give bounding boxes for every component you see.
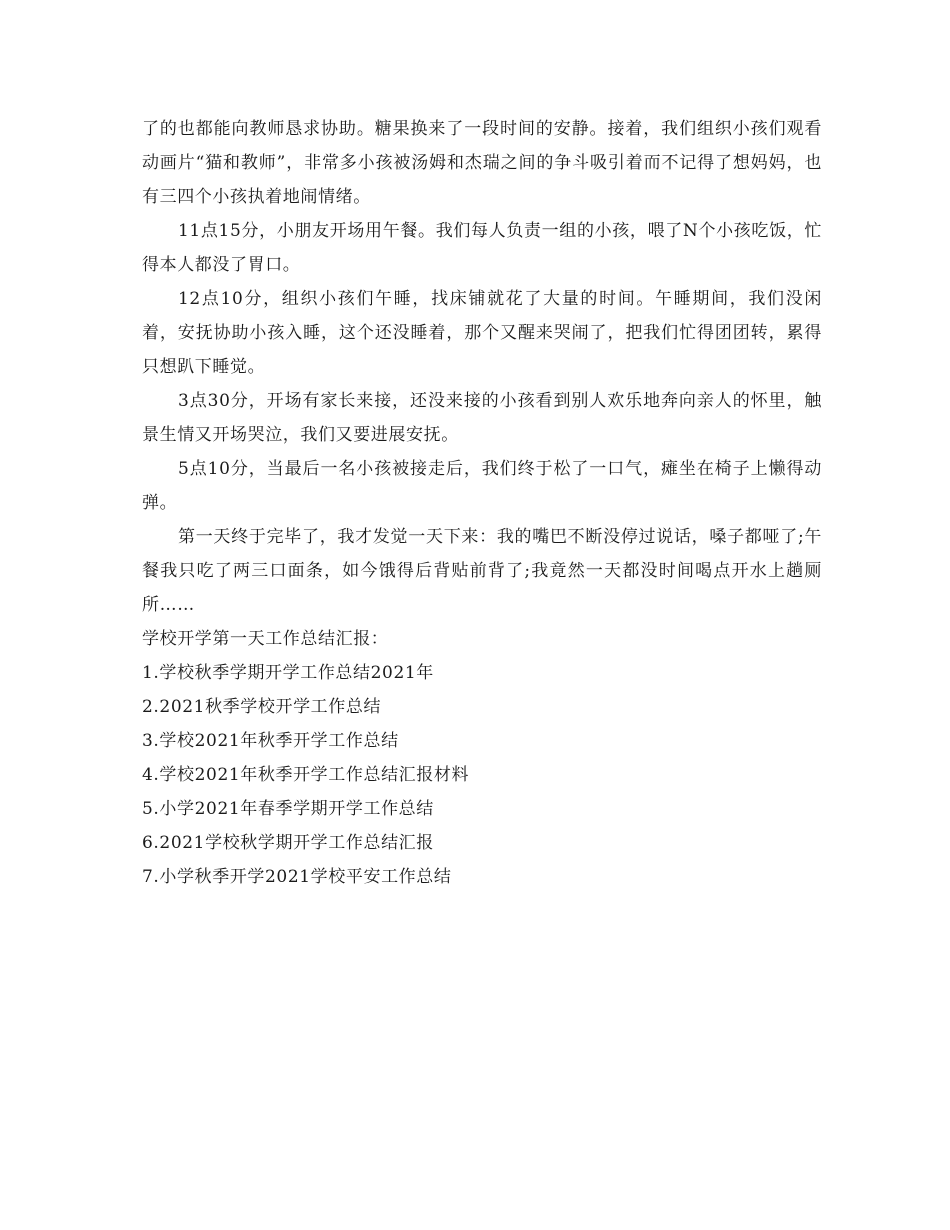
related-articles-list bbox=[142, 656, 822, 894]
paragraph-3: 12点10分，组织小孩们午睡，找床铺就花了大量的时间。午睡期间，我们没闲着，安抚协助小孩入睡，这个还没睡着，那个又醒来哭闹了，把我们忙得团团转，累得只想趴下睡觉。 bbox=[142, 289, 822, 377]
list-item: 7.小学秋季开学2021学校平安工作总结 bbox=[142, 867, 452, 887]
paragraph-5: 5点10分，当最后一名小孩被接走后，我们终于松了一口气，瘫坐在椅子上懒得动弹。 bbox=[142, 459, 822, 513]
paragraph-6: 第一天终于完毕了，我才发觉一天下来：我的嘴巴不断没停过说话，嗓子都哑了;午餐我只吃了两三口面条，如今饿得后背贴前背了;我竟然一天都没时间喝点开水上趟厕所…… bbox=[142, 527, 822, 615]
list-item: 2.2021秋季学校开学工作总结 bbox=[142, 697, 382, 717]
list-item: 3.学校2021年秋季开学工作总结 bbox=[142, 731, 399, 751]
list-item: 1.学校秋季学期开学工作总结2021年 bbox=[142, 663, 434, 683]
list-item: 4.学校2021年秋季开学工作总结汇报材料 bbox=[142, 765, 470, 785]
document-body bbox=[142, 112, 822, 894]
paragraph-2: 11点15分，小朋友开场用午餐。我们每人负责一组的小孩，喂了N个小孩吃饭，忙得本人都没了胃口。 bbox=[142, 221, 822, 275]
list-item: 5.小学2021年春季学期开学工作总结 bbox=[142, 799, 434, 819]
list-item: 6.2021学校秋学期开学工作总结汇报 bbox=[142, 833, 434, 853]
paragraph-4: 3点30分，开场有家长来接，还没来接的小孩看到别人欢乐地奔向亲人的怀里，触景生情又开场哭泣，我们又要进展安抚。 bbox=[142, 391, 822, 445]
related-list-title: 学校开学第一天工作总结汇报： bbox=[142, 629, 389, 649]
paragraph-1: 了的也都能向教师恳求协助。糖果换来了一段时间的安静。接着，我们组织小孩们观看动画片“猫和教师”，非常多小孩被汤姆和杰瑞之间的争斗吸引着而不记得了想妈妈，也有三四个小孩执着地闹情绪。 bbox=[142, 119, 822, 207]
